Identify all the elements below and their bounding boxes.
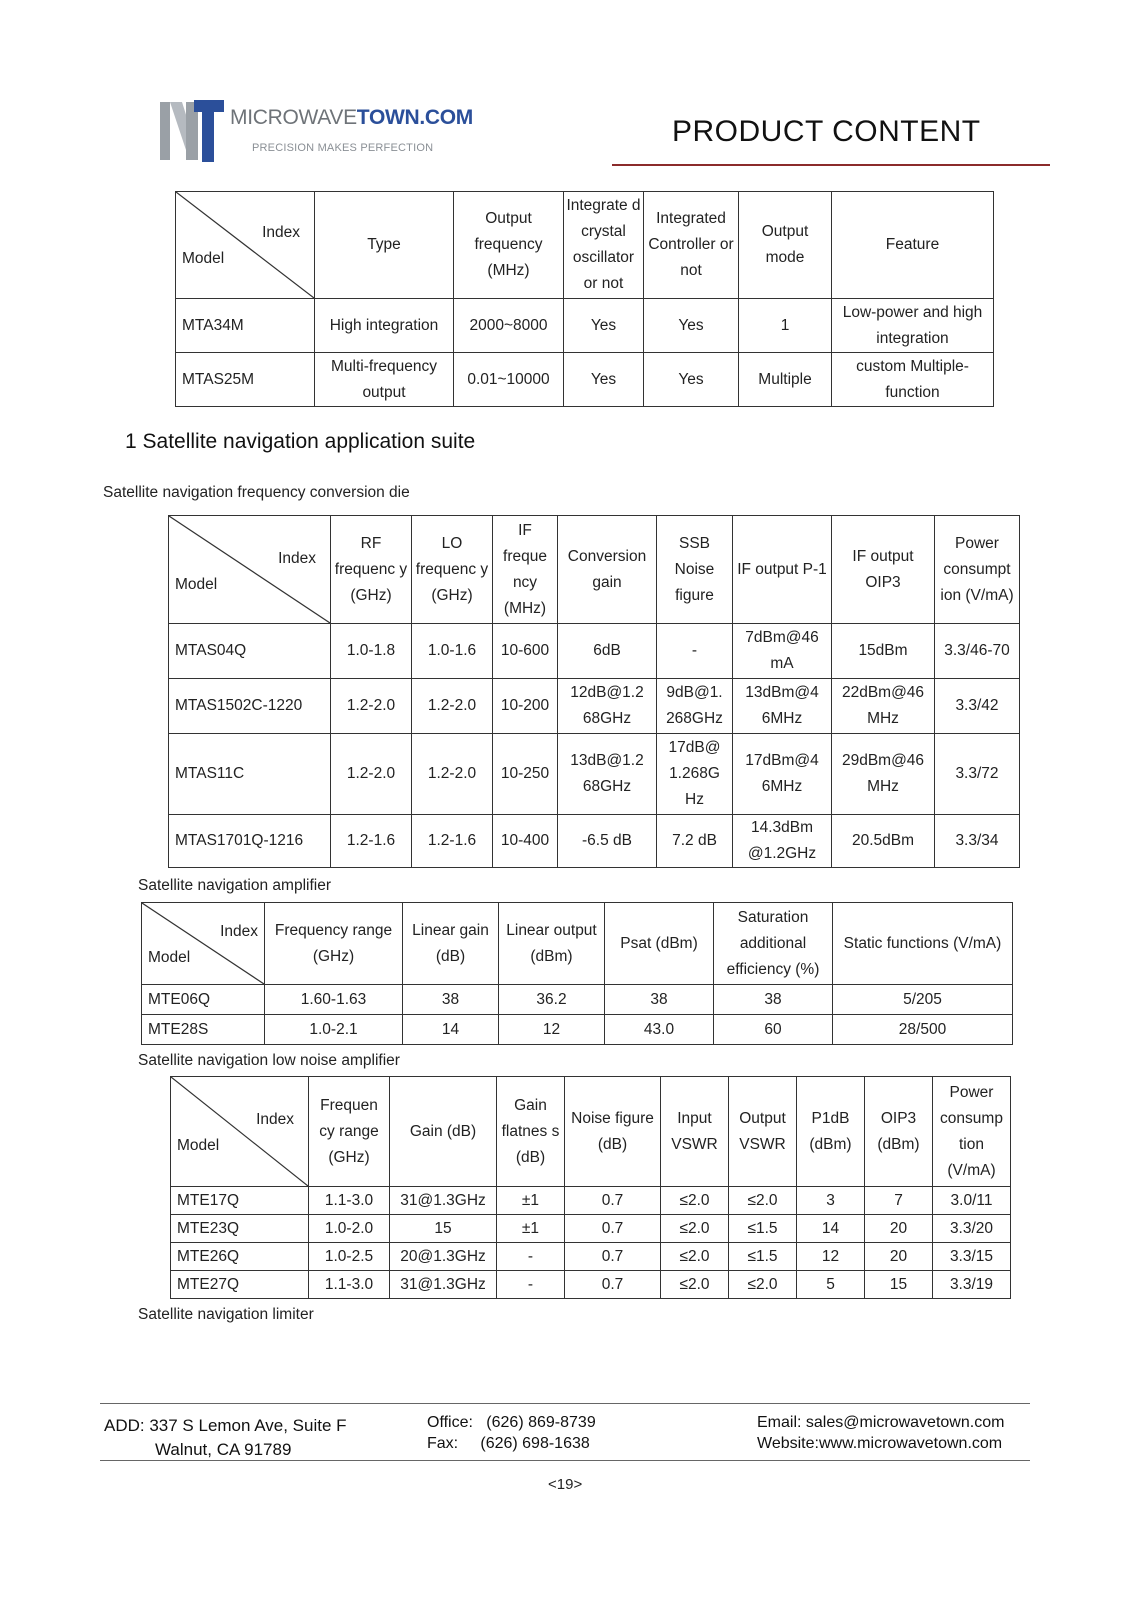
- table-cell: 14: [403, 1015, 499, 1045]
- table-cell: 1.0-2.1: [265, 1015, 403, 1045]
- model-cell: MTE27Q: [171, 1271, 309, 1299]
- table-caption: Satellite navigation low noise amplifier: [138, 1052, 400, 1069]
- column-header: IF output OIP3: [832, 516, 935, 624]
- table-cell: 0.7: [565, 1187, 661, 1215]
- model-cell: MTAS25M: [176, 353, 315, 407]
- table-cell: 1.2-2.0: [331, 734, 412, 815]
- table-cell: custom Multiple-function: [832, 353, 994, 407]
- table-cell: 60: [714, 1015, 833, 1045]
- table-cell: 0.7: [565, 1271, 661, 1299]
- amplifier-table: [141, 902, 1013, 1045]
- table-cell: Yes: [644, 299, 739, 353]
- column-header: Input VSWR: [661, 1077, 729, 1187]
- table-cell: Low-power and high integration: [832, 299, 994, 353]
- model-label: Model: [175, 576, 218, 593]
- table-cell: ≤2.0: [661, 1187, 729, 1215]
- table-cell: 43.0: [605, 1015, 714, 1045]
- column-header: Linear gain (dB): [403, 903, 499, 985]
- table-cell: 5/205: [833, 985, 1013, 1015]
- table-row: [171, 1271, 1011, 1299]
- table-cell: ≤2.0: [661, 1243, 729, 1271]
- table-row: [171, 1243, 1011, 1271]
- table-cell: 1.2-2.0: [331, 679, 412, 734]
- table-cell: 0.7: [565, 1243, 661, 1271]
- table-header-row: [142, 903, 1013, 985]
- column-header: OIP3 (dBm): [865, 1077, 933, 1187]
- table-cell: 1.2-2.0: [412, 679, 493, 734]
- table-cell: 1.2-1.6: [412, 815, 493, 868]
- model-cell: MTAS1701Q-1216: [169, 815, 331, 868]
- index-label: Index: [220, 923, 258, 940]
- table-cell: 38: [403, 985, 499, 1015]
- table-cell: 3: [797, 1187, 865, 1215]
- table-cell: 31@1.3GHz: [390, 1187, 497, 1215]
- table-cell: Yes: [564, 353, 644, 407]
- table-cell: 36.2: [499, 985, 605, 1015]
- frequency-conversion-table: [168, 515, 1020, 868]
- table-row: [171, 1215, 1011, 1243]
- model-cell: MTAS11C: [169, 734, 331, 815]
- page-title: PRODUCT CONTENT: [672, 115, 981, 148]
- column-header: Type: [315, 192, 454, 299]
- index-label: Index: [256, 1111, 294, 1128]
- table-row: [169, 734, 1020, 815]
- column-header: P1dB (dBm): [797, 1077, 865, 1187]
- diagonal-header-cell: [142, 903, 265, 985]
- column-header: Power consump tion (V/mA): [933, 1077, 1011, 1187]
- table-cell: 3.3/42: [935, 679, 1020, 734]
- table-cell: Multi-frequency output: [315, 353, 454, 407]
- footer-fax: Fax: (626) 698-1638: [427, 1435, 590, 1452]
- low-noise-amplifier-table: [170, 1076, 1011, 1299]
- table-cell: 28/500: [833, 1015, 1013, 1045]
- product-overview-table: [175, 191, 994, 407]
- diagonal-header-cell: [169, 516, 331, 624]
- table-cell: 1: [739, 299, 832, 353]
- table-cell: ≤1.5: [729, 1243, 797, 1271]
- footer-address-line1: ADD: 337 S Lemon Ave, Suite F: [104, 1416, 347, 1435]
- table-header-row: [171, 1077, 1011, 1187]
- column-header: Frequency range (GHz): [265, 903, 403, 985]
- column-header: Power consumpt ion (V/mA): [935, 516, 1020, 624]
- column-header: Linear output (dBm): [499, 903, 605, 985]
- model-label: Model: [177, 1137, 220, 1154]
- table-cell: 7.2 dB: [657, 815, 733, 868]
- table-row: [176, 299, 994, 353]
- diagonal-header-cell: [176, 192, 315, 299]
- table-cell: 38: [714, 985, 833, 1015]
- table-cell: ±1: [497, 1215, 565, 1243]
- table-cell: 20.5dBm: [832, 815, 935, 868]
- footer-divider-bottom: [100, 1460, 1030, 1461]
- table-row: [142, 985, 1013, 1015]
- table-cell: 0.7: [565, 1215, 661, 1243]
- table-cell: 14.3dBm @1.2GHz: [733, 815, 832, 868]
- table-cell: 3.3/19: [933, 1271, 1011, 1299]
- table-cell: -: [497, 1243, 565, 1271]
- model-cell: MTE06Q: [142, 985, 265, 1015]
- table-cell: 22dBm@46 MHz: [832, 679, 935, 734]
- table-cell: 12: [499, 1015, 605, 1045]
- table-cell: 1.60-1.63: [265, 985, 403, 1015]
- table-cell: 13dBm@4 6MHz: [733, 679, 832, 734]
- table-cell: ≤1.5: [729, 1215, 797, 1243]
- column-header: IF freque ncy (MHz): [493, 516, 558, 624]
- table-cell: 20: [865, 1215, 933, 1243]
- table-row: [171, 1187, 1011, 1215]
- table-cell: 20: [865, 1243, 933, 1271]
- table-cell: 1.1-3.0: [309, 1271, 390, 1299]
- column-header: Output frequency (MHz): [454, 192, 564, 299]
- model-cell: MTE17Q: [171, 1187, 309, 1215]
- table-cell: 15: [865, 1271, 933, 1299]
- column-header: Gain flatnes s (dB): [497, 1077, 565, 1187]
- table-cell: High integration: [315, 299, 454, 353]
- column-header: Integrate d crystal oscillator or not: [564, 192, 644, 299]
- table-cell: 3.3/72: [935, 734, 1020, 815]
- table-cell: 17dB@ 1.268G Hz: [657, 734, 733, 815]
- table-caption: Satellite navigation frequency conversion die: [103, 484, 410, 501]
- index-label: Index: [262, 224, 300, 241]
- table-cell: ≤2.0: [661, 1215, 729, 1243]
- footer-divider: [100, 1403, 1030, 1404]
- table-caption: Satellite navigation limiter: [138, 1306, 314, 1323]
- logo-wordmark: MICROWAVETOWN.COM: [230, 106, 473, 129]
- table-cell: 2000~8000: [454, 299, 564, 353]
- column-header: Output mode: [739, 192, 832, 299]
- table-cell: 1.0-2.0: [309, 1215, 390, 1243]
- table-cell: 9dB@1. 268GHz: [657, 679, 733, 734]
- table-cell: ≤2.0: [661, 1271, 729, 1299]
- table-cell: 38: [605, 985, 714, 1015]
- model-cell: MTE28S: [142, 1015, 265, 1045]
- logo-slogan: PRECISION MAKES PERFECTION: [252, 142, 434, 154]
- column-header: Gain (dB): [390, 1077, 497, 1187]
- table-cell: ≤2.0: [729, 1187, 797, 1215]
- table-cell: 3.3/46-70: [935, 624, 1020, 679]
- table-row: [169, 815, 1020, 868]
- model-cell: MTA34M: [176, 299, 315, 353]
- model-cell: MTE26Q: [171, 1243, 309, 1271]
- table-cell: Yes: [644, 353, 739, 407]
- table-cell: 3.3/20: [933, 1215, 1011, 1243]
- table-cell: 12: [797, 1243, 865, 1271]
- table-cell: 15dBm: [832, 624, 935, 679]
- table-cell: 7dBm@46 mA: [733, 624, 832, 679]
- table-cell: 10-600: [493, 624, 558, 679]
- column-header: Conversion gain: [558, 516, 657, 624]
- footer-website[interactable]: Website:www.microwavetown.com: [757, 1435, 1003, 1452]
- table-cell: 15: [390, 1215, 497, 1243]
- column-header: Static functions (V/mA): [833, 903, 1013, 985]
- diagonal-header-cell: [171, 1077, 309, 1187]
- table-caption: Satellite navigation amplifier: [138, 877, 331, 894]
- footer-office: Office: (626) 869-8739: [427, 1414, 596, 1431]
- table-header-row: [169, 516, 1020, 624]
- column-header: Psat (dBm): [605, 903, 714, 985]
- page-number: <19>: [548, 1476, 583, 1493]
- table-cell: Multiple: [739, 353, 832, 407]
- table-cell: 3.3/34: [935, 815, 1020, 868]
- table-cell: 3.3/15: [933, 1243, 1011, 1271]
- model-cell: MTAS04Q: [169, 624, 331, 679]
- column-header: LO frequenc y (GHz): [412, 516, 493, 624]
- table-cell: 6dB: [558, 624, 657, 679]
- table-header-row: [176, 192, 994, 299]
- table-cell: ≤2.0: [729, 1271, 797, 1299]
- footer-address-line2: Walnut, CA 91789: [155, 1440, 292, 1459]
- table-cell: 14: [797, 1215, 865, 1243]
- table-row: [169, 624, 1020, 679]
- company-logo: [160, 100, 473, 162]
- model-label: Model: [148, 949, 191, 966]
- table-row: [169, 679, 1020, 734]
- column-header: Integrated Controller or not: [644, 192, 739, 299]
- column-header: Frequen cy range (GHz): [309, 1077, 390, 1187]
- table-cell: 13dB@1.2 68GHz: [558, 734, 657, 815]
- table-cell: 7: [865, 1187, 933, 1215]
- header-divider: [612, 164, 1050, 166]
- model-cell: MTE23Q: [171, 1215, 309, 1243]
- table-cell: -6.5 dB: [558, 815, 657, 868]
- table-cell: 0.01~10000: [454, 353, 564, 407]
- table-cell: 1.0-1.6: [412, 624, 493, 679]
- index-label: Index: [278, 550, 316, 567]
- table-cell: ±1: [497, 1187, 565, 1215]
- table-cell: -: [657, 624, 733, 679]
- table-cell: 20@1.3GHz: [390, 1243, 497, 1271]
- column-header: Output VSWR: [729, 1077, 797, 1187]
- table-cell: 1.0-2.5: [309, 1243, 390, 1271]
- table-cell: 1.0-1.8: [331, 624, 412, 679]
- table-cell: 31@1.3GHz: [390, 1271, 497, 1299]
- table-cell: 10-200: [493, 679, 558, 734]
- table-cell: 3.0/11: [933, 1187, 1011, 1215]
- table-cell: 17dBm@4 6MHz: [733, 734, 832, 815]
- column-header: RF frequenc y (GHz): [331, 516, 412, 624]
- table-cell: 5: [797, 1271, 865, 1299]
- table-row: [142, 1015, 1013, 1045]
- table-cell: Yes: [564, 299, 644, 353]
- column-header: IF output P-1: [733, 516, 832, 624]
- footer-email[interactable]: Email: sales@microwavetown.com: [757, 1414, 1005, 1431]
- section-heading: 1 Satellite navigation application suite: [125, 430, 476, 453]
- column-header: Feature: [832, 192, 994, 299]
- table-cell: 29dBm@46 MHz: [832, 734, 935, 815]
- column-header: Saturation additional efficiency (%): [714, 903, 833, 985]
- table-cell: 10-400: [493, 815, 558, 868]
- table-cell: 1.2-1.6: [331, 815, 412, 868]
- table-cell: 12dB@1.2 68GHz: [558, 679, 657, 734]
- table-cell: 10-250: [493, 734, 558, 815]
- model-label: Model: [182, 250, 225, 267]
- column-header: Noise figure (dB): [565, 1077, 661, 1187]
- table-cell: 1.1-3.0: [309, 1187, 390, 1215]
- table-cell: -: [497, 1271, 565, 1299]
- mt-logo-icon: [160, 100, 224, 162]
- column-header: SSB Noise figure: [657, 516, 733, 624]
- table-cell: 1.2-2.0: [412, 734, 493, 815]
- model-cell: MTAS1502C-1220: [169, 679, 331, 734]
- table-row: [176, 353, 994, 407]
